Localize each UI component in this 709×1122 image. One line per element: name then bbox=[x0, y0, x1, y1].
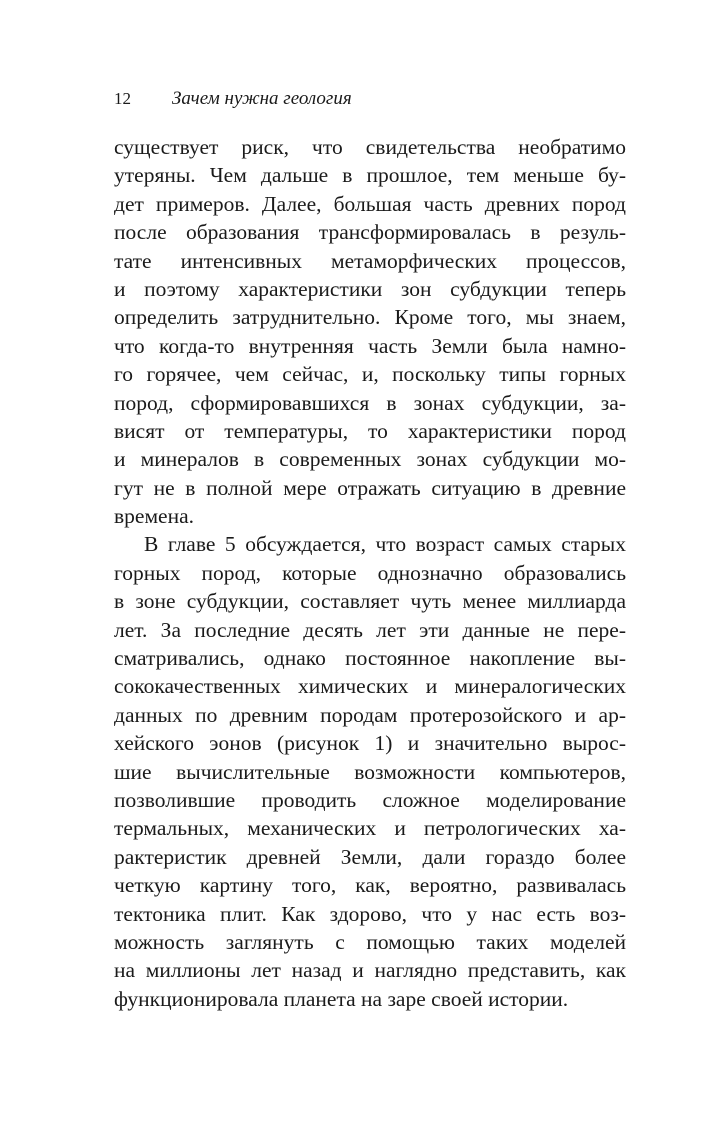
text-line: пород, сформировавшихся в зонах субдукции, за- bbox=[114, 390, 626, 415]
text-line: и минералов в современных зонах субдукции мо- bbox=[114, 447, 626, 472]
text-line: утеряны. Чем дальше в прошлое, тем меньше бу- bbox=[114, 163, 626, 188]
text-line: сококачественных химических и минералогических bbox=[114, 674, 626, 699]
text-line: существует риск, что свидетельства необратимо bbox=[114, 135, 626, 159]
text-line: тектоника плит. Как здорово, что у нас есть воз- bbox=[114, 901, 626, 926]
text-line: тате интенсивных метаморфических процессов, bbox=[114, 248, 626, 273]
text-line: в зоне субдукции, составляет чуть менее миллиарда bbox=[114, 589, 626, 614]
text-line: термальных, механических и петрологических ха- bbox=[114, 816, 626, 841]
text-line: можность заглянуть с помощью таких моделей bbox=[114, 929, 626, 954]
paragraph bbox=[114, 530, 626, 1013]
text-line: рактеристик древней Земли, дали гораздо более bbox=[114, 844, 626, 869]
text-line: го горячее, чем сейчас, и, поскольку типы горных bbox=[114, 362, 626, 387]
text-line: дет примеров. Далее, большая часть древних пород bbox=[114, 191, 626, 216]
text-line: после образования трансформировалась в резуль- bbox=[114, 220, 626, 245]
text-line: и поэтому характеристики зон субдукции теперь bbox=[114, 276, 626, 301]
text-line: на миллионы лет назад и наглядно представить, как bbox=[114, 958, 626, 983]
text-line: определить затруднительно. Кроме того, мы знаем, bbox=[114, 305, 626, 330]
text-line: функционировала планета на заре своей истории. bbox=[114, 986, 569, 1011]
chapter-title: Зачем нужна геология bbox=[172, 88, 352, 109]
text-line: времена. bbox=[114, 504, 195, 529]
text-line: что когда-то внутренняя часть Земли была намно- bbox=[114, 333, 626, 358]
text-line: висят от температуры, то характеристики пород bbox=[114, 418, 626, 443]
paragraph bbox=[114, 133, 626, 530]
text-line: шие вычислительные возможности компьютеров, bbox=[114, 759, 626, 784]
text-line: горных пород, которые однозначно образовались bbox=[114, 560, 626, 585]
text-line: гут не в полной мере отражать ситуацию в древние bbox=[114, 475, 626, 500]
text-line: В главе 5 обсуждается, что возраст самых старых bbox=[144, 532, 626, 557]
text-line: сматривались, однако постоянное накопление вы- bbox=[114, 646, 626, 671]
text-line: позволившие проводить сложное моделирование bbox=[114, 787, 626, 812]
body-text bbox=[114, 133, 626, 1013]
text-line: данных по древним породам протерозойского и ар- bbox=[114, 702, 626, 727]
running-head bbox=[114, 88, 352, 114]
text-line: хейского эонов (рисунок 1) и значительно вырос- bbox=[114, 731, 626, 756]
text-line: четкую картину того, как, вероятно, развивалась bbox=[114, 873, 626, 898]
page-number: 12 bbox=[114, 89, 131, 108]
text-line: лет. За последние десять лет эти данные не пере- bbox=[114, 617, 626, 642]
